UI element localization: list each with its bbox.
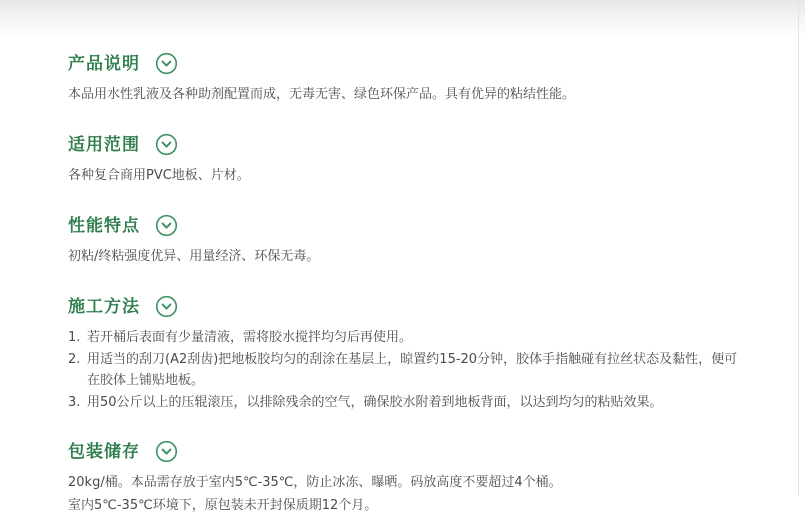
section-title: 包装储存	[68, 441, 140, 462]
section-header	[68, 295, 750, 318]
section-title: 性能特点	[68, 215, 140, 236]
section-construction-method	[68, 295, 750, 413]
list-item-number: 1.	[68, 330, 81, 345]
list-item	[68, 392, 750, 414]
list-item	[68, 349, 750, 392]
construction-steps-list	[68, 327, 750, 413]
section-paragraph: 本品用水性乳液及各种助剂配置而成，无毒无害、绿色环保产品。具有优异的粘结性能。	[68, 87, 576, 102]
section-header	[68, 52, 750, 75]
section-header	[68, 440, 750, 463]
section-header	[68, 133, 750, 156]
section-application-scope	[68, 133, 750, 187]
list-item-text: 用50公斤以上的压辊滚压，以排除残余的空气，确保胶水附着到地板背面，以达到均匀的粘贴效果。	[87, 394, 663, 410]
list-item-text: 用适当的刮刀(A2刮齿)把地板胶均匀的刮涂在基层上，晾置约15-20分钟，胶体手指触碰有拉丝状态及黏性，便可在胶体上铺贴地板。	[87, 351, 738, 388]
section-packaging-storage	[68, 440, 750, 517]
chevron-down-circle-icon[interactable]	[155, 295, 178, 318]
list-item-number: 3.	[68, 394, 81, 410]
section-performance-features	[68, 214, 750, 268]
section-paragraph: 各种复合商用PVC地板、片材。	[68, 168, 250, 183]
chevron-down-circle-icon[interactable]	[155, 214, 178, 237]
section-paragraph: 20kg/桶。本品需存放于室内5℃-35℃，防止冰冻、曝晒。码放高度不要超过4个桶。	[68, 475, 562, 490]
chevron-down-circle-icon[interactable]	[155, 52, 178, 75]
section-title: 适用范围	[68, 134, 140, 155]
section-paragraph: 初粘/终粘强度优异、用量经济、环保无毒。	[68, 249, 320, 264]
list-item-number: 2.	[68, 351, 81, 367]
section-header	[68, 214, 750, 237]
section-title: 施工方法	[68, 296, 140, 317]
list-item-text: 若开桶后表面有少量清液，需将胶水搅拌均匀后再使用。	[87, 330, 413, 345]
list-item	[68, 327, 750, 349]
chevron-down-circle-icon[interactable]	[155, 133, 178, 156]
section-paragraph: 室内5℃-35℃环境下，原包装未开封保质期12个月。	[68, 498, 378, 513]
section-title: 产品说明	[68, 53, 140, 74]
section-product-description	[68, 52, 750, 106]
chevron-down-circle-icon[interactable]	[155, 440, 178, 463]
